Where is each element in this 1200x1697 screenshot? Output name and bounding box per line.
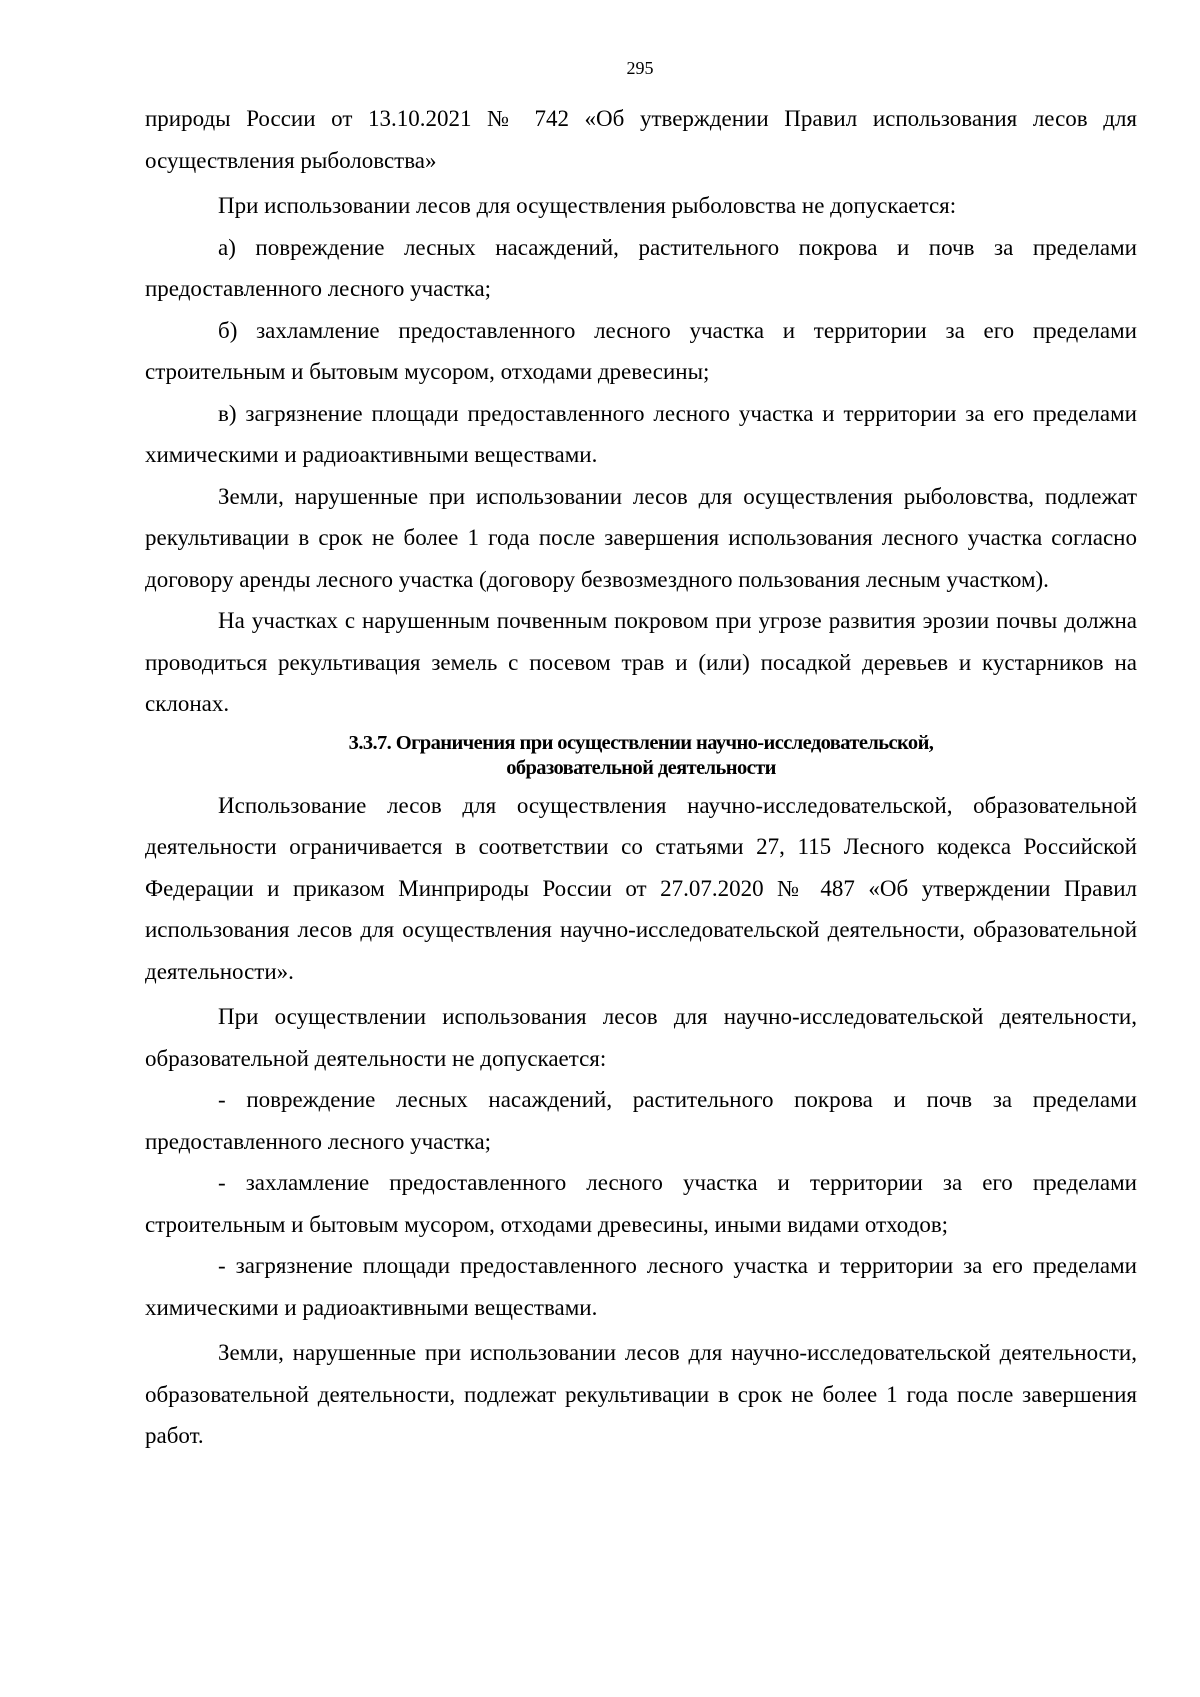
paragraph-research-item-3: - загрязнение площади предоставленного лесного участка и территории за его пределами химическими и радиоактивными веществами. — [145, 1253, 1137, 1320]
paragraph-item-a: а) повреждение лесных насаждений, растительного покрова и почв за пределами предоставленного лесного участка; — [145, 234, 1137, 301]
section-heading-line-2: образовательной деятельности — [506, 756, 776, 779]
paragraph-continued: природы России от 13.10.2021 № 742 «Об утверждении Правил использования лесов для осуществления рыболовства» — [145, 106, 1137, 173]
paragraph-prohibition-intro: При использовании лесов для осуществления рыболовства не допускается: — [218, 193, 957, 218]
paragraph-item-c: в) загрязнение площади предоставленного лесного участка и территории за его пределами химическими и радиоактивными веществами. — [145, 400, 1137, 467]
section-heading-line-1: 3.3.7. Ограничения при осуществлении научно-исследовательской, — [348, 731, 934, 754]
paragraph-research-usage: Использование лесов для осуществления научно-исследовательской, образовательной деятельности ограничивается в соответствии со статьями 27, 115 Лесного кодекса Российской Федерации и приказом Минприроды России от 27.07.2020 № 487 «Об утверждении Правил использования лесов для осуществления научно-исследовательской деятельности, образовательной деятельности». — [145, 792, 1137, 984]
page-number: 295 — [626, 58, 654, 78]
paragraph-erosion: На участках с нарушенным почвенным покровом при угрозе развития эрозии почвы должна проводиться рекультивация земель с посевом трав и (или) посадкой деревьев и кустарников на склонах. — [145, 608, 1137, 716]
paragraph-research-item-1: - повреждение лесных насаждений, растительного покрова и почв за пределами предоставленного лесного участка; — [145, 1087, 1137, 1154]
paragraph-item-b: б) захламление предоставленного лесного участка и территории за его пределами строительным и бытовым мусором, отходами древесины; — [145, 317, 1137, 384]
paragraph-research-prohibition-intro: При осуществлении использования лесов для научно-исследовательской деятельности, образовательной деятельности не допускается: — [145, 1004, 1137, 1071]
section-heading — [145, 731, 1137, 781]
page-content — [145, 98, 1137, 1457]
paragraph-research-recultivation: Земли, нарушенные при использовании лесов для научно-исследовательской деятельности, образовательной деятельности, подлежат рекультивации в срок не более 1 года после завершения работ. — [145, 1340, 1137, 1448]
paragraph-recultivation: Земли, нарушенные при использовании лесов для осуществления рыболовства, подлежат рекультивации в срок не более 1 года после завершения использования лесного участка согласно договору аренды лесного участка (договору безвозмездного пользования лесным участком). — [145, 483, 1137, 592]
paragraph-research-item-2: - захламление предоставленного лесного участка и территории за его пределами строительным и бытовым мусором, отходами древесины, иными видами отходов; — [145, 1170, 1137, 1237]
